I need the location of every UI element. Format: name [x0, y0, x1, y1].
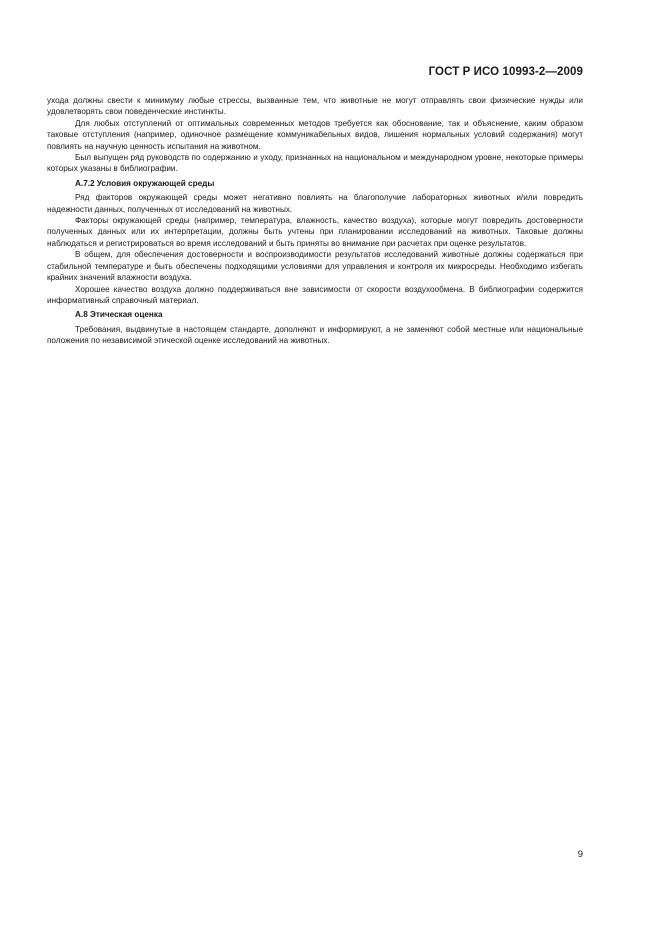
paragraph-guidelines: Был выпущен ряд руководств по содержанию и уходу, признанных на национальном и международном уровне, некоторые примеры которых указаны в библиографии.	[47, 153, 583, 174]
section-heading-a72: А.7.2 Условия окружающей среды	[75, 178, 215, 188]
paragraph-ethics: Требования, выдвинутые в настоящем стандарте, дополняют и информируют, а не заменяют собой местные или национальные положения по независимой этической оценке исследований на животных.	[47, 324, 583, 346]
paragraph-air-quality: Хорошее качество воздуха должно поддерживаться вне зависимости от скорости воздухообмена. В библиографии содержится информативный справочный материал.	[47, 284, 583, 305]
document-code-header: ГОСТ Р ИСО 10993-2—2009	[428, 66, 583, 78]
paragraph-reproducibility: В общем, для обеспечения достоверности и воспроизводимости результатов исследований животные должны содержаться при стабильной температуре и быть обеспечены подходящими условиями для управления и контроля их микросреды. Необходимо избегать крайних значений влажности воздуха.	[47, 250, 583, 283]
document-body	[47, 95, 583, 347]
paragraph-deviations: Для любых отступлений от оптимальных современных методов требуется как обоснование, так и объяснение, каким образом таковые отступления (например, одиночное размещение коммуникабельных видов, лишения нормальных условий содержания) могут повлиять на научную ценность испытания на животном.	[47, 118, 583, 151]
paragraph-environment-factors: Ряд факторов окружающей среды может негативно повлиять на благополучие лабораторных животных и/или повредить надежности данных, полученных от исследований на животных.	[47, 193, 583, 214]
page-number: 9	[577, 849, 583, 860]
paragraph-environment-examples: Факторы окружающей среды (например, температура, влажность, качество воздуха), которые могут повредить достоверности полученных данных или их интерпретации, должны быть учтены при планировании исследований на животных. Таковые должны наблюдаться и регистрироваться во время исследований и быть приняты во внимание при расчетах при оценке результатов.	[47, 216, 583, 248]
section-heading-a8: А.8 Этическая оценка	[75, 310, 163, 320]
paragraph-continuation: ухода должны свести к минимуму любые стрессы, вызванные тем, что животные не могут отправлять свои физические нужды или удовлетворять свои поведенческие инстинкты.	[47, 96, 583, 117]
